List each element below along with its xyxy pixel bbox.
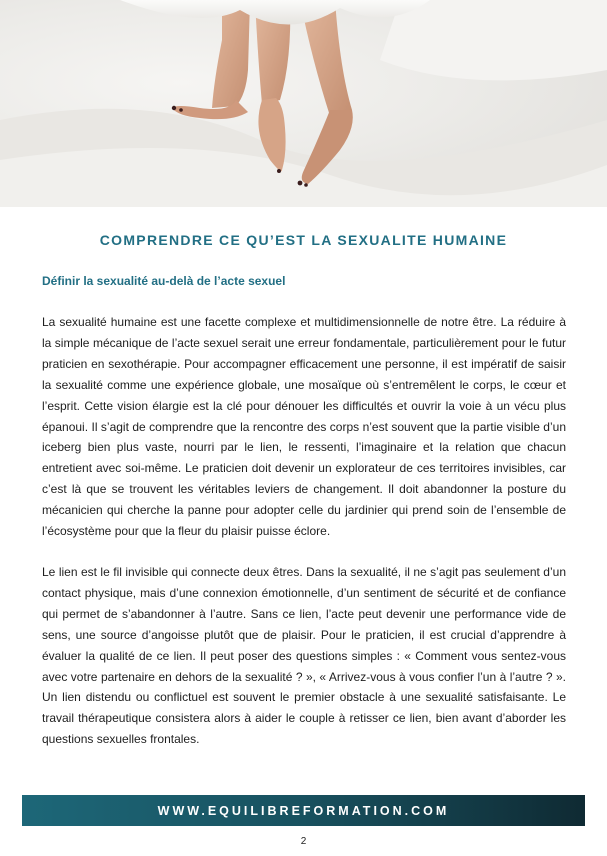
section-subtitle: Définir la sexualité au-delà de l’acte sexuel <box>42 274 286 288</box>
page-title: COMPRENDRE CE QU’EST LA SEXUALITE HUMAINE <box>99 232 508 248</box>
bedsheet-feet-photo-icon <box>0 0 607 207</box>
page-number: 2 <box>300 836 307 847</box>
footer-banner <box>22 795 585 826</box>
footer-url-link[interactable]: WWW.EQUILIBREFORMATION.COM <box>157 803 450 818</box>
header-photo <box>0 0 607 207</box>
body-paragraph: Le lien est le fil invisible qui connecte deux êtres. Dans la sexualité, il ne s’agit pas seulement d’un contact physique, mais d’une connexion émotionnelle, d’un sentiment de sécurité et de confiance qui permet de s’abandonner à l’autre. Sans ce lien, l’acte peut devenir une performance vide de sens, une source d’angoisse plutôt que de plaisir. Pour le praticien, il est crucial d’apprendre à évaluer la qualité de ce lien. Il peut poser des questions simples : « Comment vous sentez-vous avec votre partenaire en dehors de la sexualité ? », « Arrivez-vous à vous confier l’un à l’autre ? ». Un lien distendu ou conflictuel est souvent le premier obstacle à une sexualité satisfaisante. Le travail thérapeutique consistera alors à aider le couple à retisser ce lien, bien avant d’aborder les questions sexuelles frontales. <box>42 565 566 747</box>
body-paragraph: La sexualité humaine est une facette complexe et multidimensionnelle de notre être. La réduire à la simple mécanique de l’acte sexuel serait une erreur fondamentale, particulièrement pour le futur praticien en sexothérapie. Pour accompagner efficacement une personne, il est impératif de saisir la sexualité comme une expérience globale, une mosaïque où s’entremêlent le corps, le cœur et l’esprit. Cette vision élargie est la clé pour dénouer les difficultés et ouvrir la voie à un vécu plus épanoui. Il s’agit de comprendre que la rencontre des corps n’est souvent que la partie visible d’un iceberg bien plus vaste, nourri par le lien, le ressenti, l’imaginaire et la relation que chacun entretient avec soi-même. Le praticien doit devenir un explorateur de ces territoires invisibles, car c’est là que se trouvent les véritables leviers de changement. Il doit abandonner la posture du mécanicien qui cherche la panne pour adopter celle du jardinier qui prend soin de l’ensemble de l’écosystème pour que la fleur du plaisir puisse éclore. <box>42 315 566 539</box>
